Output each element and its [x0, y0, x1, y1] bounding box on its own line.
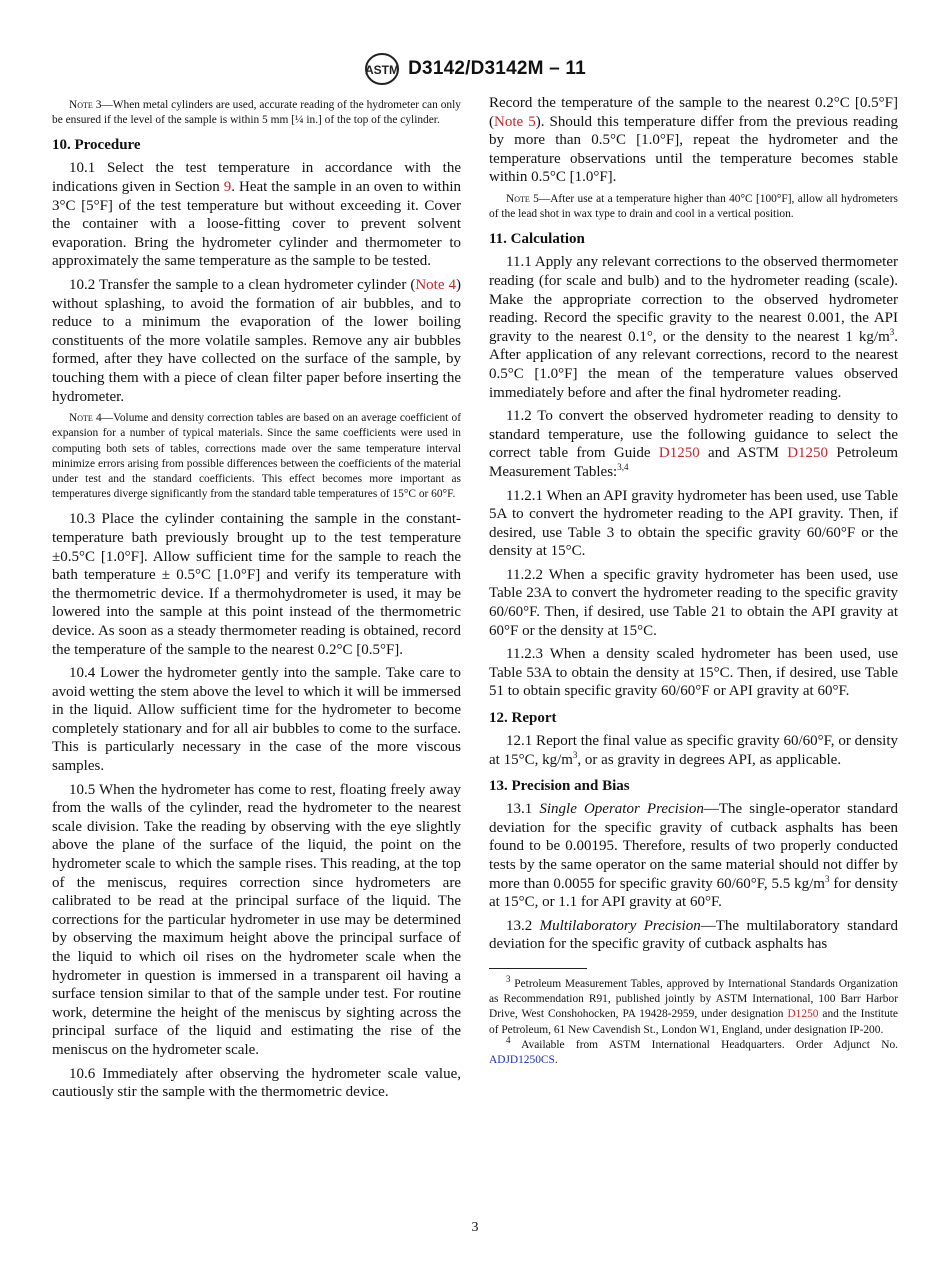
text-run: 12.1 Report the final value as specific gravity 60/60°F, or density at 15°C, kg/m — [489, 733, 898, 768]
body-paragraph — [489, 732, 898, 769]
left-column — [52, 94, 461, 1107]
body-paragraph — [52, 1065, 461, 1102]
footnote — [489, 974, 898, 1038]
text-run: 11.1 Apply any relevant corrections to the observed thermometer reading (for scale and bulb) and to the hydrometer reading (scale). Make the appropriate correction to the observed hydrometer reading. Record the specific gravity to the nearest 0.001, the API gravity to the nearest 0.1°, or the density to the nearest 1 kg/m — [489, 254, 898, 345]
body-paragraph — [489, 407, 898, 481]
section-heading — [52, 136, 461, 154]
note-label: Note — [506, 192, 530, 205]
note-paragraph — [52, 411, 461, 502]
text-run: 12. Report — [489, 710, 557, 727]
body-paragraph — [52, 510, 461, 659]
text-run: ). Should this temperature differ from the previous reading by more than 0.5°C [1.0°F], repeat the hydrometer and the temperature observations until the temperature becomes stable within 0.5°C [1.0°F]. — [489, 113, 898, 186]
italic-run: Multilaboratory Precision — [539, 917, 701, 934]
cross-reference-link[interactable]: D1250 — [658, 445, 700, 462]
body-paragraph — [489, 487, 898, 561]
text-run: Record the temperature of the sample to the nearest 0.2°C [0.5°F] ( — [489, 95, 898, 130]
body-paragraph — [489, 917, 898, 954]
body-paragraph — [489, 253, 898, 402]
cross-reference-link[interactable]: Note 4 — [415, 276, 456, 293]
text-run: and the Institute of Petroleum, 61 New Cavendish St., London W1, England, under designation IP-200. — [489, 1008, 898, 1036]
text-run: 11.2 To convert the observed hydrometer reading to density to standard temperature, use the following guidance to select the correct table from Guide — [489, 408, 898, 462]
text-run: 10. Procedure — [52, 137, 141, 154]
section-heading — [489, 709, 898, 727]
document-designation: D3142/D3142M – 11 — [408, 58, 586, 79]
text-run: 11.2.3 When a density scaled hydrometer has been used, use Table 53A to obtain the density at 15°C. Then, if desired, use Table 51 to obtain specific gravity 60/60°F or API gravity at 60°F. — [489, 646, 898, 700]
right-column — [489, 94, 898, 1068]
body-paragraph — [489, 566, 898, 640]
body-paragraph — [52, 781, 461, 1060]
note-paragraph — [489, 192, 898, 222]
text-run: 10.1 Select the test temperature in accordance with the indications given in Section — [52, 160, 461, 195]
svg-text:ASTM: ASTM — [365, 63, 400, 77]
text-run: 10.2 Transfer the sample to a clean hydrometer cylinder ( — [69, 276, 416, 293]
page-header — [0, 52, 950, 86]
text-run: and ASTM — [699, 445, 788, 462]
footnote-marker: 3,4 — [617, 461, 629, 472]
text-run: 11.2.1 When an API gravity hydrometer has been used, use Table 5A to convert the hydrometer reading to the API gravity. Then, if desired, use Table 3 to obtain the specific gravity 60/60°F or the density at 15°C. — [489, 487, 898, 560]
text-run: Available from ASTM International Headquarters. Order Adjunct No. — [510, 1038, 898, 1051]
cross-reference-link[interactable]: 9 — [223, 179, 232, 195]
text-run: 10.6 Immediately after observing the hydrometer scale value, cautiously stir the sample with the thermometric device. — [52, 1065, 461, 1101]
footnote-marker: 3 — [506, 974, 511, 985]
section-heading — [489, 230, 898, 248]
text-run: , or as gravity in degrees API, as applicable. — [577, 751, 842, 768]
text-run: for density at 15°C, or 1.1 for API gravity at 60°F. — [489, 875, 898, 911]
cross-reference-link[interactable]: Note 5 — [494, 113, 536, 130]
footnote-marker: 3 — [824, 873, 830, 884]
adjunct-link[interactable]: ADJD1250CS — [489, 1053, 555, 1066]
cross-reference-link[interactable]: D1250 — [787, 1008, 819, 1021]
cross-reference-link[interactable]: D1250 — [787, 445, 829, 462]
section-heading — [489, 777, 898, 795]
footnote-divider — [489, 968, 587, 969]
text-run: —The single-operator standard deviation for the specific gravity of cutback asphalts has been found to be 0.00195. Therefore, results of two properly conducted tests by the same operator on the same material should not differ by more than 0.0055 for specific gravity 60/60°F, 5.5 kg/m — [489, 801, 898, 892]
body-paragraph — [489, 94, 898, 187]
body-paragraph — [489, 800, 898, 912]
note-paragraph — [52, 98, 461, 128]
footnote-marker: 4 — [506, 1034, 511, 1045]
text-run: . Heat the sample in an oven to within 3°C [5°F] of the test temperature but without exceeding it. Cover the container with a loose-fitting cover to prevent solvent evaporation. Bring the hydrometer cylinder and thermometer to approximately the same temperature as the sample to be tested. — [52, 179, 461, 270]
text-run: 13. Precision and Bias — [489, 778, 630, 795]
text-run: . — [554, 1053, 558, 1066]
body-paragraph — [52, 664, 461, 776]
text-run: Petroleum Measurement Tables, approved by International Standards Organization as Recommendation R91, published jointly by ASTM International, 100 Barr Harbor Drive, West Conshohocken, PA 19428-2959, under designation — [489, 977, 898, 1021]
note-label: Note — [69, 99, 93, 111]
text-run: 10.5 When the hydrometer has come to rest, floating freely away from the walls of the cylinder, read the hydrometer to the nearest scale division. Take the reading by observing with the eye slightly above the plane of the surface of the liquid, the point on the hydrometer scale to which the sample rises. This reading, at the top of the meniscus, requires correction since hydrometers are calibrated to be read at the principal surface of the liquid. The corrections for the particular hydrometer in use may be determined by observing the maximum height above the principal surface of the liquid to which oil rises on the hydrometer scale when the hydrometer in question is immersed in a transparent oil having a surface tension similar to that of the sample under test. For routine work, determine the height of the meniscus by sighting across the principal surface of the liquid and estimating the rise of the meniscus on the hydrometer scale. — [52, 781, 461, 1058]
text-run: 11. Calculation — [489, 231, 585, 248]
text-run: 4—Volume and density correction tables are based on an average coefficient of expansion for a number of typical materials. Since the same coefficients were used in computing both sets of tables, corrections made over the same temperature interval minimize errors arising from possible differences between the coefficients of the material under test and the standard coefficients. This effect becomes more important as temperatures diverge significantly from the standard table temperatures of 15°C or 60°F. — [52, 412, 461, 501]
astm-logo-icon — [364, 52, 400, 86]
text-run: 11.2.2 When a specific gravity hydrometer has been used, use Table 23A to convert the hydrometer reading to the specific gravity 60/60°F. Then, if desired, use Table 21 to obtain the API gravity at 60°F or the density at 15°C. — [489, 566, 898, 639]
text-run: Petroleum Measurement Tables: — [489, 445, 899, 480]
page-number: 3 — [471, 1220, 479, 1235]
text-run: ) without splashing, to avoid the formation of air bubbles, and to reduce to a minimum the evaporation of the lower boiling constituents of the more volatile samples. Remove any air bubbles formed, after they have collected on the surface of the sample, by touching them with a piece of clean filter paper before inserting the hydrometer. — [52, 276, 461, 405]
text-run: —The multilaboratory standard deviation for the specific gravity of cutback asphalts has — [489, 917, 898, 953]
footnote-marker: 3 — [889, 326, 895, 337]
text-run: 5—After use at a temperature higher than 40°C [100°F], allow all hydrometers of the lead shot in wax type to drain and cool in a vertical position. — [489, 192, 898, 221]
footnote-marker: 3 — [572, 749, 578, 760]
text-run: 10.4 Lower the hydrometer gently into the sample. Take care to avoid wetting the stem above the level to which it will be immersed in the liquid. Allow sufficient time for the hydrometer to become completely stationary and for all air bubbles to come to the surface. This is particularly necessary in the case of the more viscous samples. — [52, 665, 461, 775]
body-paragraph — [52, 276, 461, 406]
italic-run: Single Operator Precision — [539, 801, 704, 818]
body-paragraph — [489, 645, 898, 701]
text-run: . After application of any relevant corrections, record to the nearest 0.5°C [1.0°F] the mean of the temperature values observed immediately before and after the final hydrometer reading. — [489, 328, 898, 401]
text-run: 3—When metal cylinders are used, accurate reading of the hydrometer can only be ensured if the level of the sample is within 5 mm [¼ in.] of the top of the cylinder. — [52, 99, 461, 127]
body-paragraph — [52, 159, 461, 271]
text-run: 13.1 — [506, 801, 540, 818]
text-run: 10.3 Place the cylinder containing the sample in the constant-temperature bath previously brought up to the test temperature ±0.5°C [1.0°F]. Allow sufficient time for the sample to reach the bath temperature ± 0.5°C [1.0°F] and verify its temperature with the thermometric device. If a thermohydrometer is used, it may be lowered into the sample at this point instead of the thermometric device. As soon as a steady thermometer reading is obtained, record the temperature of the sample to the nearest 0.2°C [0.5°F]. — [52, 511, 461, 658]
note-label: Note — [69, 412, 93, 425]
footnote — [489, 1034, 898, 1068]
text-run: 13.2 — [506, 917, 540, 934]
